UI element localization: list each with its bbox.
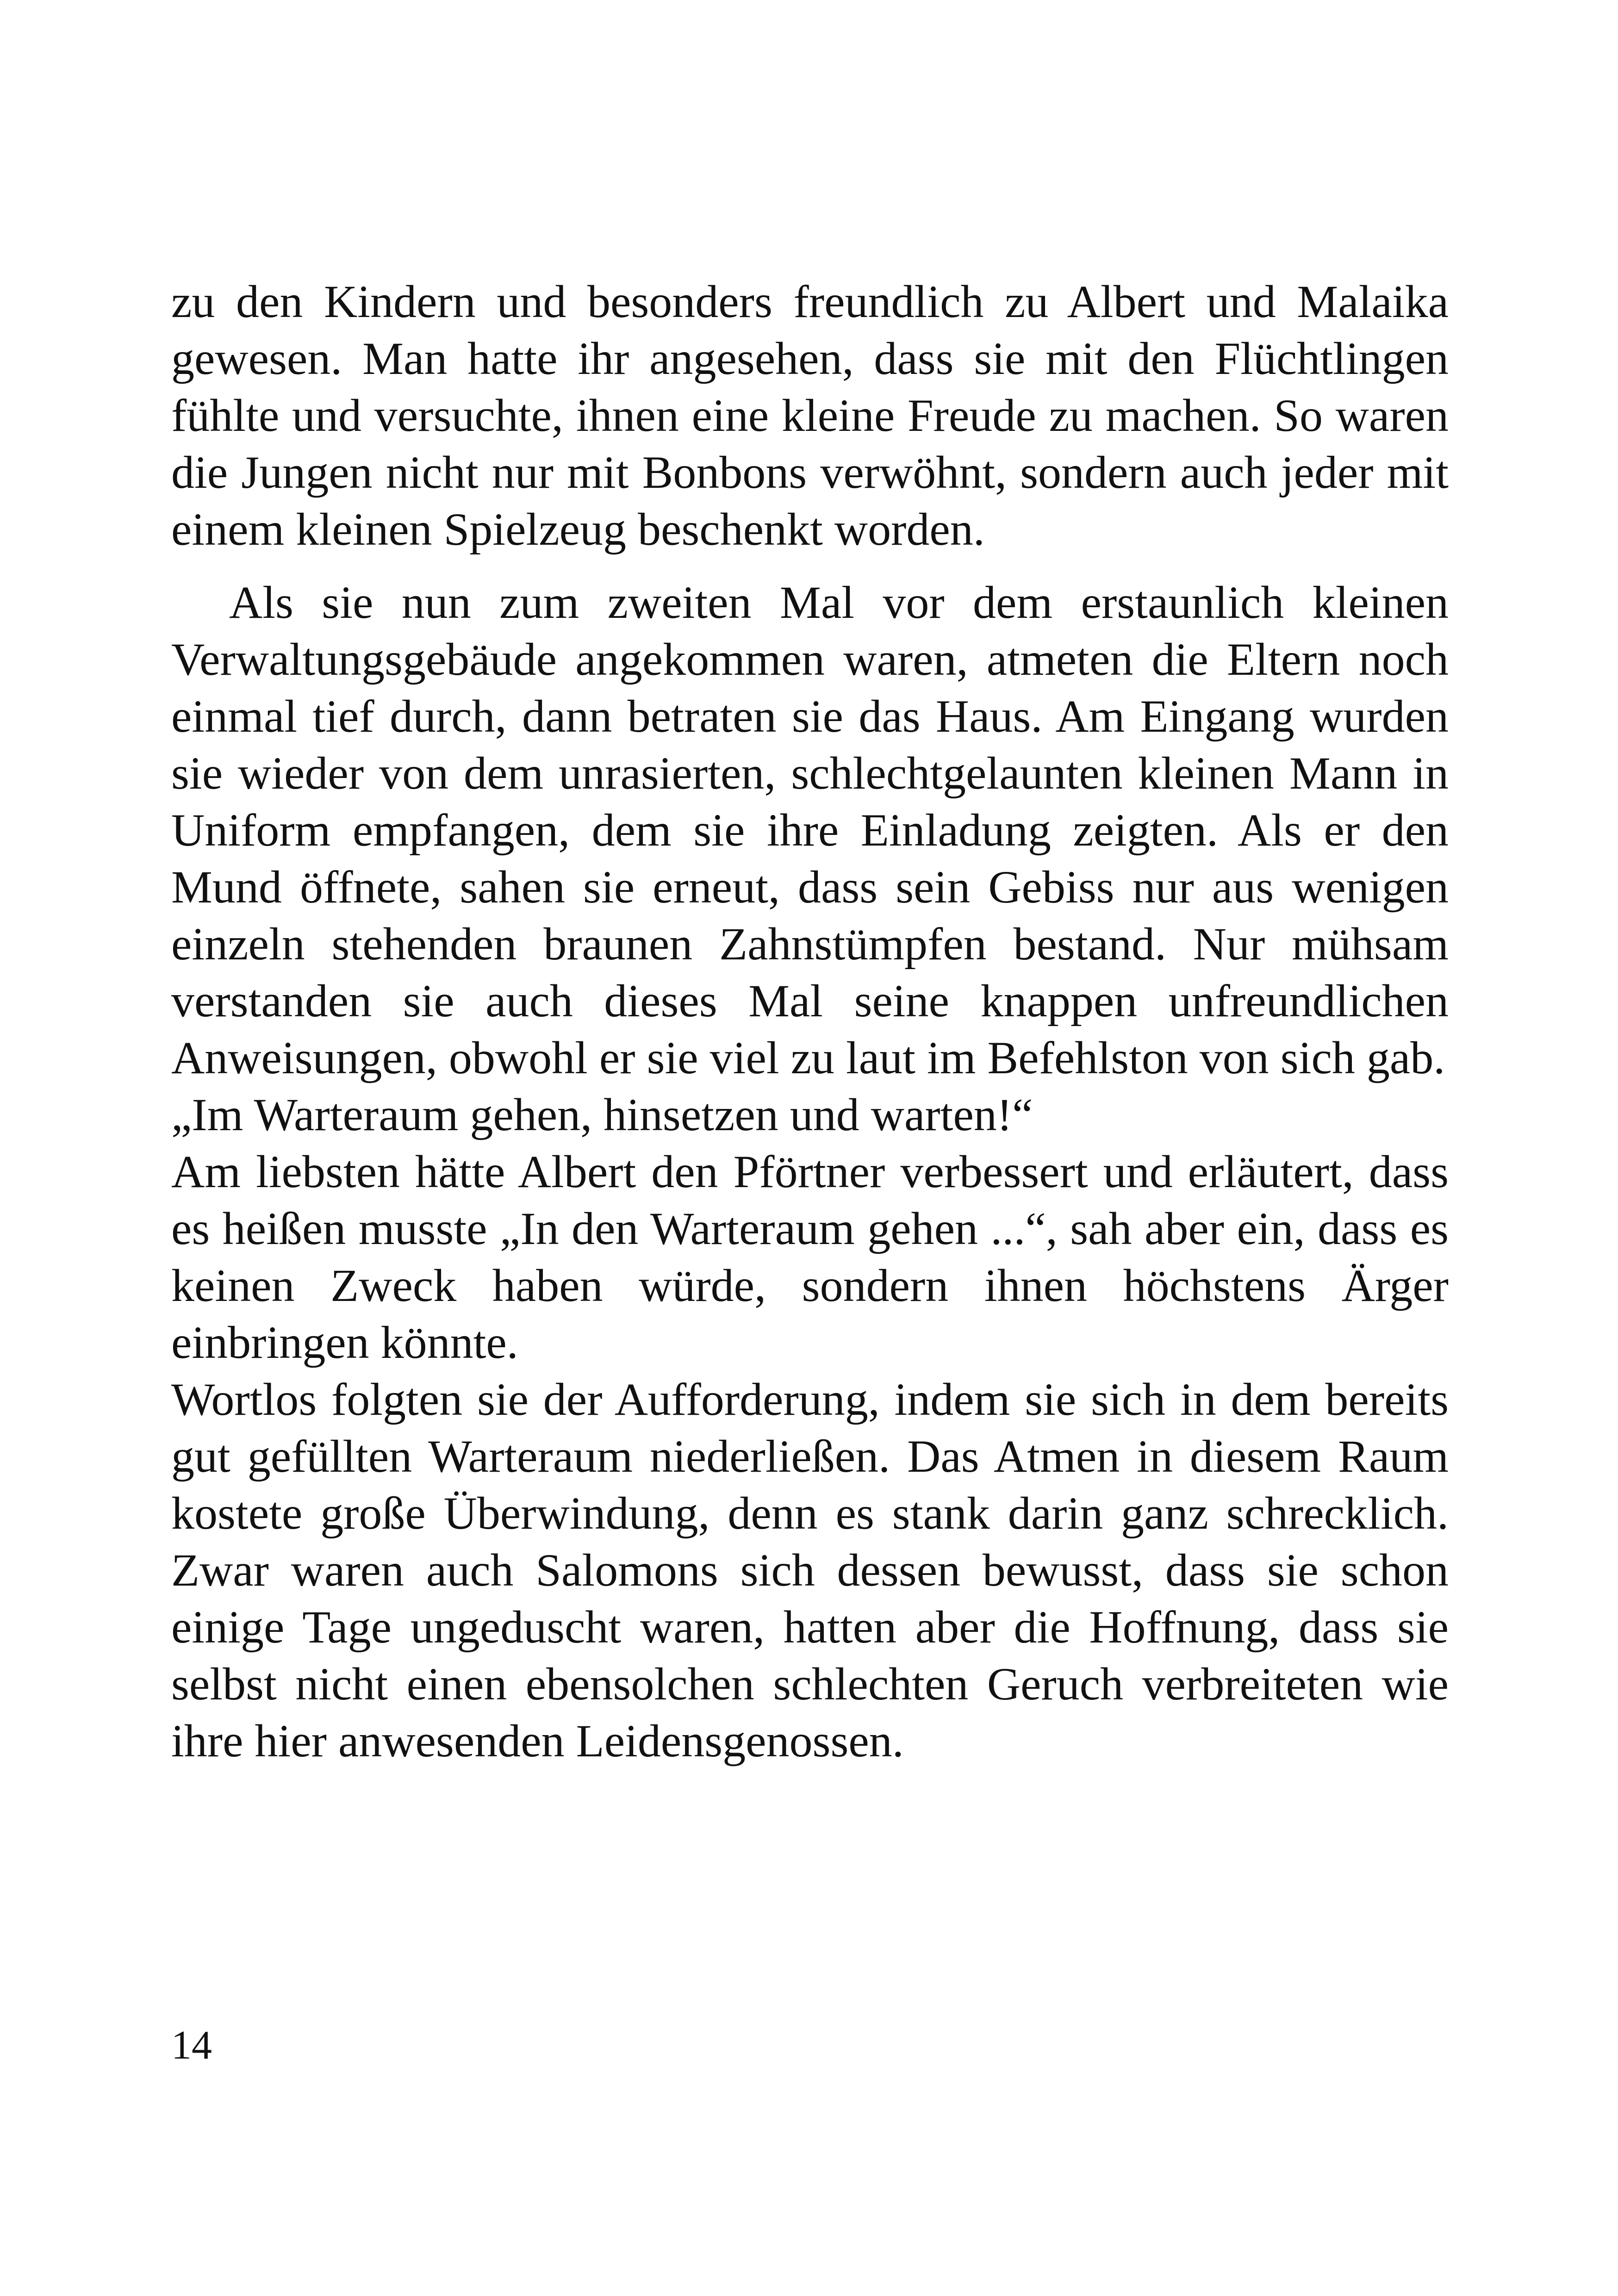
paragraph-continuation: zu den Kindern und besonders freundlich zu Albert und Malaika gewesen. Man hatte ihr angesehen, dass sie mit den Flüchtlingen fühlte und versuchte, ihnen eine kleine Freude zu machen. So waren die Jungen nicht nur mit Bonbons verwöhnt, sondern auch jeder mit einem kleinen Spielzeug beschenkt worden. xyxy=(171,276,1449,555)
body-text xyxy=(171,273,1449,1769)
paragraph-quote: „Im Warteraum gehen, hinsetzen und warten!“ xyxy=(171,1089,1033,1140)
page-number: 14 xyxy=(171,2023,212,2068)
paragraph-waiting-room: Wortlos folgten sie der Aufforderung, indem sie sich in dem bereits gut gefüllten Warteraum niederließen. Das Atmen in diesem Raum kostete große Überwindung, denn es stank darin ganz schrecklich. Zwar waren auch Salomons sich dessen bewusst, dass sie schon einige Tage ungeduscht waren, hatten aber die Hoffnung, dass sie selbst nicht einen ebensolchen schlechten Geruch verbreiteten wie ihre hier anwesenden Leidensgenossen. xyxy=(171,1374,1449,1767)
paragraph-correction: Am liebsten hätte Albert den Pförtner verbessert und erläutert, dass es heißen musste „In den Warteraum gehen ...“, sah aber ein, dass es keinen Zweck haben würde, sondern ihnen höchstens Ärger einbringen könnte. xyxy=(171,1146,1449,1368)
paragraph-arrival: Als sie nun zum zweiten Mal vor dem erstaunlich kleinen Verwaltungsgebäude angekommen waren, atmeten die Eltern noch einmal tief durch, dann betraten sie das Haus. Am Eingang wurden sie wieder von dem unrasierten, schlechtgelaunten kleinen Mann in Uniform empfangen, dem sie ihre Einladung zeigten. Als er den Mund öffnete, sahen sie erneut, dass sein Gebiss nur aus wenigen einzeln stehenden braunen Zahnstümpfen bestand. Nur mühsam verstanden sie auch dieses Mal seine knappen unfreundlichen Anweisungen, obwohl er sie viel zu laut im Befehlston von sich gab. xyxy=(171,577,1449,1083)
